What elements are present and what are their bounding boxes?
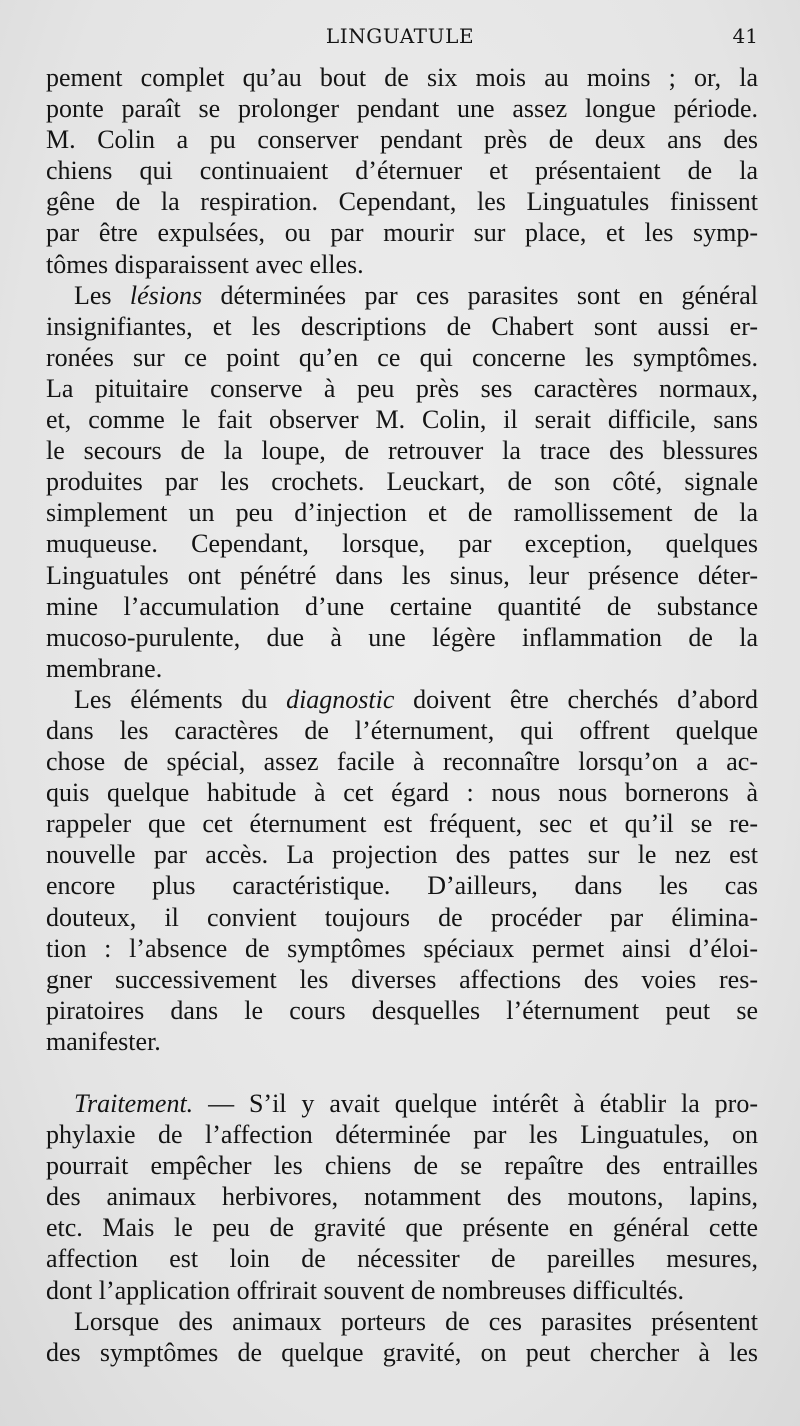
text-line: mine l’accumulation d’une certaine quantité de substance — [46, 591, 758, 621]
text-line: des symptômes de quelque gravité, on peut chercher à les — [46, 1337, 758, 1367]
section-gap — [46, 1057, 758, 1088]
paragraph — [46, 1088, 758, 1306]
paragraph — [46, 1306, 758, 1368]
text-line: M. Colin a pu conserver pendant près de deux ans des — [46, 125, 758, 155]
text-line: rappeler que cet éternument est fréquent, sec et qu’il se re- — [46, 809, 758, 839]
text-line: gner successivement les diverses affections des voies res- — [46, 964, 758, 994]
text-line: manifester. — [46, 1026, 161, 1056]
running-head — [0, 24, 800, 50]
text-line: tion : l’absence de symptômes spéciaux permet ainsi d’éloi- — [46, 933, 758, 963]
text-line: chiens qui continuaient d’éternuer et présentaient de la — [46, 156, 758, 186]
text-line: nouvelle par accès. La projection des pattes sur le nez est — [46, 840, 758, 870]
text-body — [46, 62, 758, 1368]
text-line: simplement un peu d’injection et de ramollissement de la — [46, 498, 758, 528]
paragraph — [46, 684, 758, 1057]
text-line: pourrait empêcher les chiens de se repaître des entrailles — [46, 1151, 758, 1181]
text-line: piratoires dans le cours desquelles l’éternument peut se — [46, 995, 758, 1025]
italic-term: Traitement. — [74, 1089, 194, 1118]
text-line: Lorsque des animaux porteurs de ces parasites présentent — [74, 1306, 758, 1336]
text-line: affection est loin de nécessiter de pareilles mesures, — [46, 1244, 758, 1274]
paragraph — [46, 62, 758, 280]
text-line: phylaxie de l’affection déterminée par les Linguatules, on — [46, 1120, 758, 1150]
text-line: quis quelque habitude à cet égard : nous nous bornerons à — [46, 778, 758, 808]
text-line: ponte paraît se prolonger pendant une assez longue période. — [46, 94, 758, 124]
text-line: dans les caractères de l’éternument, qui offrent quelque — [46, 715, 758, 745]
text-line: gêne de la respiration. Cependant, les Linguatules finissent — [46, 187, 758, 217]
text-line: insignifiantes, et les descriptions de Chabert sont aussi er- — [46, 311, 758, 341]
text-line: mucoso-purulente, due à une légère inflammation de la — [46, 622, 758, 652]
paragraph — [46, 280, 758, 684]
text-line: par être expulsées, ou par mourir sur place, et les symp- — [46, 218, 758, 248]
text-line: chose de spécial, assez facile à reconnaître lorsqu’on a ac- — [46, 747, 758, 777]
running-title: LINGUATULE — [325, 24, 475, 48]
italic-term: diagnostic — [286, 684, 395, 714]
text-line: des animaux herbivores, notamment des moutons, lapins, — [46, 1182, 758, 1212]
page-number: 41 — [732, 24, 758, 48]
text-line: muqueuse. Cependant, lorsque, par exception, quelques — [46, 529, 758, 559]
text-line: La pituitaire conserve à peu près ses caractères normaux, — [46, 373, 758, 403]
text-line: ronées sur ce point qu’en ce qui concerne les symptômes. — [46, 342, 758, 372]
italic-term: lésions — [129, 280, 203, 310]
text-line: produites par les crochets. Leuckart, de son côté, signale — [46, 467, 758, 497]
text-line: membrane. — [46, 653, 163, 683]
text-line: dont l’application offrirait souvent de nombreuses difficultés. — [46, 1275, 685, 1305]
text-line: et, comme le fait observer M. Colin, il serait difficile, sans — [46, 405, 758, 435]
text-line: Les éléments du diagnostic doivent être cherchés d’abord — [74, 684, 758, 714]
text-line: pement complet qu’au bout de six mois au moins ; or, la — [46, 63, 758, 92]
text-line: encore plus caractéristique. D’ailleurs, dans les cas — [46, 871, 758, 901]
text-line: Traitement. — S’il y avait quelque intérêt à établir la pro- — [74, 1089, 758, 1118]
text-line: Linguatules ont pénétré dans les sinus, leur présence déter- — [46, 560, 758, 590]
text-line: douteux, il convient toujours de procéder par élimina- — [46, 902, 758, 932]
text-line: etc. Mais le peu de gravité que présente en général cette — [46, 1213, 758, 1243]
text-line: Les lésions déterminées par ces parasites sont en général — [74, 280, 758, 310]
text-line: le secours de la loupe, de retrouver la trace des blessures — [46, 436, 758, 466]
text-line: tômes disparaissent avec elles. — [46, 249, 364, 279]
